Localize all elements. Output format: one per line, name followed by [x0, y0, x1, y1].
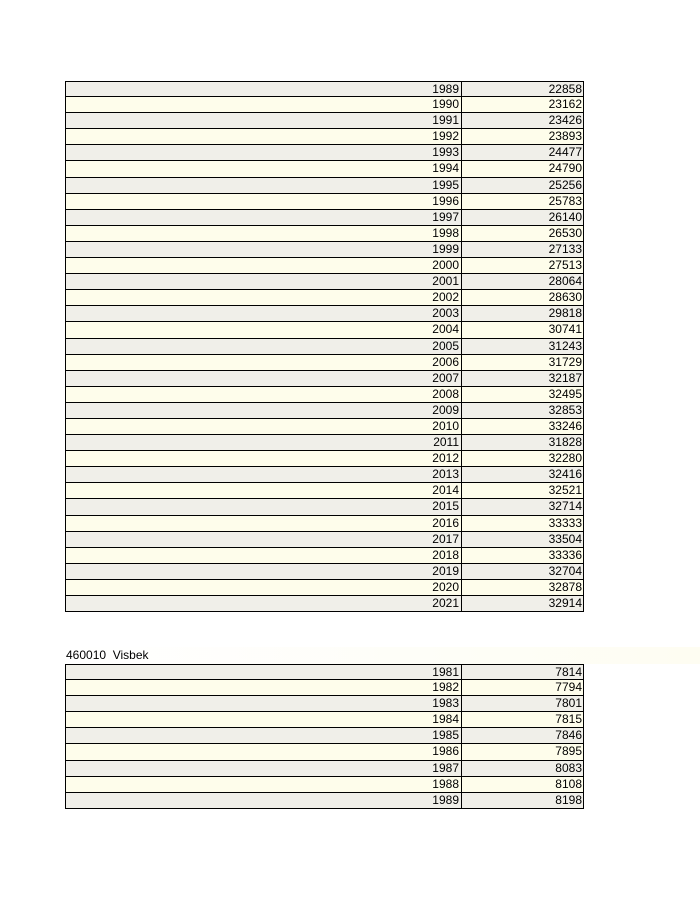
table-row: [65, 516, 584, 532]
table-row: [65, 696, 584, 712]
table-row: [65, 81, 584, 97]
year-cell: 2013: [66, 467, 462, 482]
population-value-cell: 23426: [548, 113, 582, 128]
table-row: [65, 306, 584, 322]
table-row: [65, 564, 584, 580]
table-row: [65, 194, 584, 210]
table-row: [65, 210, 584, 226]
table-row: [65, 322, 584, 338]
table-row: [65, 274, 584, 290]
population-value-cell: 32187: [548, 370, 582, 385]
year-cell: 1984: [66, 712, 462, 727]
population-value-cell: 7815: [555, 712, 582, 727]
year-cell: 1990: [66, 97, 462, 112]
table-row: [65, 680, 584, 696]
year-cell: 1985: [66, 728, 462, 743]
population-value-cell: 32416: [548, 467, 582, 482]
table-row: [65, 435, 584, 451]
year-cell: 2000: [66, 258, 462, 273]
table-row: [65, 339, 584, 355]
table-row: [65, 97, 584, 113]
table-row: [65, 451, 584, 467]
year-cell: 2007: [66, 371, 462, 386]
year-cell: 2002: [66, 290, 462, 305]
year-cell: 2012: [66, 451, 462, 466]
year-cell: 2011: [66, 435, 462, 450]
year-cell: 1998: [66, 226, 462, 241]
year-cell: 2014: [66, 483, 462, 498]
year-cell: 1996: [66, 194, 462, 209]
table-row: [65, 242, 584, 258]
table-row: [65, 712, 584, 728]
population-value-cell: 32704: [548, 563, 582, 578]
population-value-cell: 33504: [548, 531, 582, 546]
year-cell: 1986: [66, 744, 462, 759]
population-value-cell: 22858: [548, 82, 582, 96]
year-cell: 2020: [66, 580, 462, 595]
municipality-group-header: 460010 Visbek: [65, 647, 700, 664]
year-cell: 1993: [66, 145, 462, 160]
population-value-cell: 27513: [548, 258, 582, 273]
year-cell: 1994: [66, 161, 462, 176]
population-value-cell: 33333: [548, 515, 582, 530]
population-value-cell: 8083: [555, 760, 582, 775]
population-value-cell: 7846: [555, 728, 582, 743]
table-row: [65, 161, 584, 177]
population-value-cell: 28630: [548, 290, 582, 305]
table-row: [65, 290, 584, 306]
year-cell: 2001: [66, 274, 462, 289]
table-row: [65, 355, 584, 371]
year-cell: 2018: [66, 548, 462, 563]
year-cell: 2006: [66, 355, 462, 370]
population-value-cell: 32714: [548, 499, 582, 514]
table-row: [65, 728, 584, 744]
year-cell: 2010: [66, 419, 462, 434]
population-value-cell: 26530: [548, 225, 582, 240]
year-cell: 1991: [66, 113, 462, 128]
table-row: [65, 371, 584, 387]
year-cell: 2019: [66, 564, 462, 579]
table-row: [65, 258, 584, 274]
table-row: [65, 483, 584, 499]
year-cell: 2009: [66, 403, 462, 418]
population-value-cell: 25783: [548, 193, 582, 208]
population-value-cell: 32853: [548, 402, 582, 417]
table-row: [65, 548, 584, 564]
year-cell: 2003: [66, 306, 462, 321]
table-row: [65, 580, 584, 596]
table-row: [65, 178, 584, 194]
population-value-cell: 33246: [548, 418, 582, 433]
population-value-cell: 31243: [548, 338, 582, 353]
table-row: [65, 532, 584, 548]
year-cell: 1987: [66, 761, 462, 776]
population-value-cell: 32914: [548, 596, 582, 610]
year-cell: 2021: [66, 596, 462, 611]
year-cell: 2015: [66, 499, 462, 514]
population-value-cell: 33336: [548, 547, 582, 562]
population-value-cell: 30741: [548, 322, 582, 337]
table-row: [65, 664, 584, 680]
population-value-cell: 7814: [555, 665, 582, 679]
population-table-visbek: [65, 664, 584, 809]
year-cell: 2005: [66, 339, 462, 354]
population-value-cell: 7895: [555, 744, 582, 759]
population-value-cell: 32280: [548, 451, 582, 466]
year-cell: 1982: [66, 680, 462, 695]
year-cell: 1989: [66, 82, 462, 96]
table-row: [65, 761, 584, 777]
table-row: [65, 226, 584, 242]
population-value-cell: 8198: [555, 792, 582, 807]
population-value-cell: 31828: [548, 435, 582, 450]
year-cell: 2004: [66, 322, 462, 337]
table-row: [65, 387, 584, 403]
population-value-cell: 7794: [555, 680, 582, 695]
year-cell: 1988: [66, 777, 462, 792]
population-value-cell: 29818: [548, 306, 582, 321]
population-value-cell: 27133: [548, 241, 582, 256]
year-cell: 1995: [66, 178, 462, 193]
year-cell: 2008: [66, 387, 462, 402]
population-value-cell: 23893: [548, 129, 582, 144]
table-row: [65, 467, 584, 483]
population-value-cell: 23162: [548, 97, 582, 112]
population-table-previous-municipality: [65, 81, 584, 612]
population-value-cell: 28064: [548, 274, 582, 289]
table-row: [65, 596, 584, 612]
year-cell: 2016: [66, 516, 462, 531]
year-cell: 1997: [66, 210, 462, 225]
population-value-cell: 25256: [548, 177, 582, 192]
table-row: [65, 744, 584, 760]
year-cell: 2017: [66, 532, 462, 547]
table-row: [65, 145, 584, 161]
table-row: [65, 777, 584, 793]
population-value-cell: 32521: [548, 483, 582, 498]
population-value-cell: 7801: [555, 696, 582, 711]
population-value-cell: 8108: [555, 776, 582, 791]
table-row: [65, 129, 584, 145]
year-cell: 1989: [66, 793, 462, 808]
population-value-cell: 26140: [548, 209, 582, 224]
table-row: [65, 793, 584, 809]
table-row: [65, 499, 584, 515]
table-row: [65, 113, 584, 129]
population-value-cell: 32878: [548, 579, 582, 594]
population-value-cell: 24790: [548, 161, 582, 176]
year-cell: 1981: [66, 665, 462, 679]
population-value-cell: 32495: [548, 386, 582, 401]
population-value-cell: 31729: [548, 354, 582, 369]
year-cell: 1992: [66, 129, 462, 144]
table-row: [65, 419, 584, 435]
table-row: [65, 403, 584, 419]
year-cell: 1999: [66, 242, 462, 257]
year-cell: 1983: [66, 696, 462, 711]
population-value-cell: 24477: [548, 145, 582, 160]
